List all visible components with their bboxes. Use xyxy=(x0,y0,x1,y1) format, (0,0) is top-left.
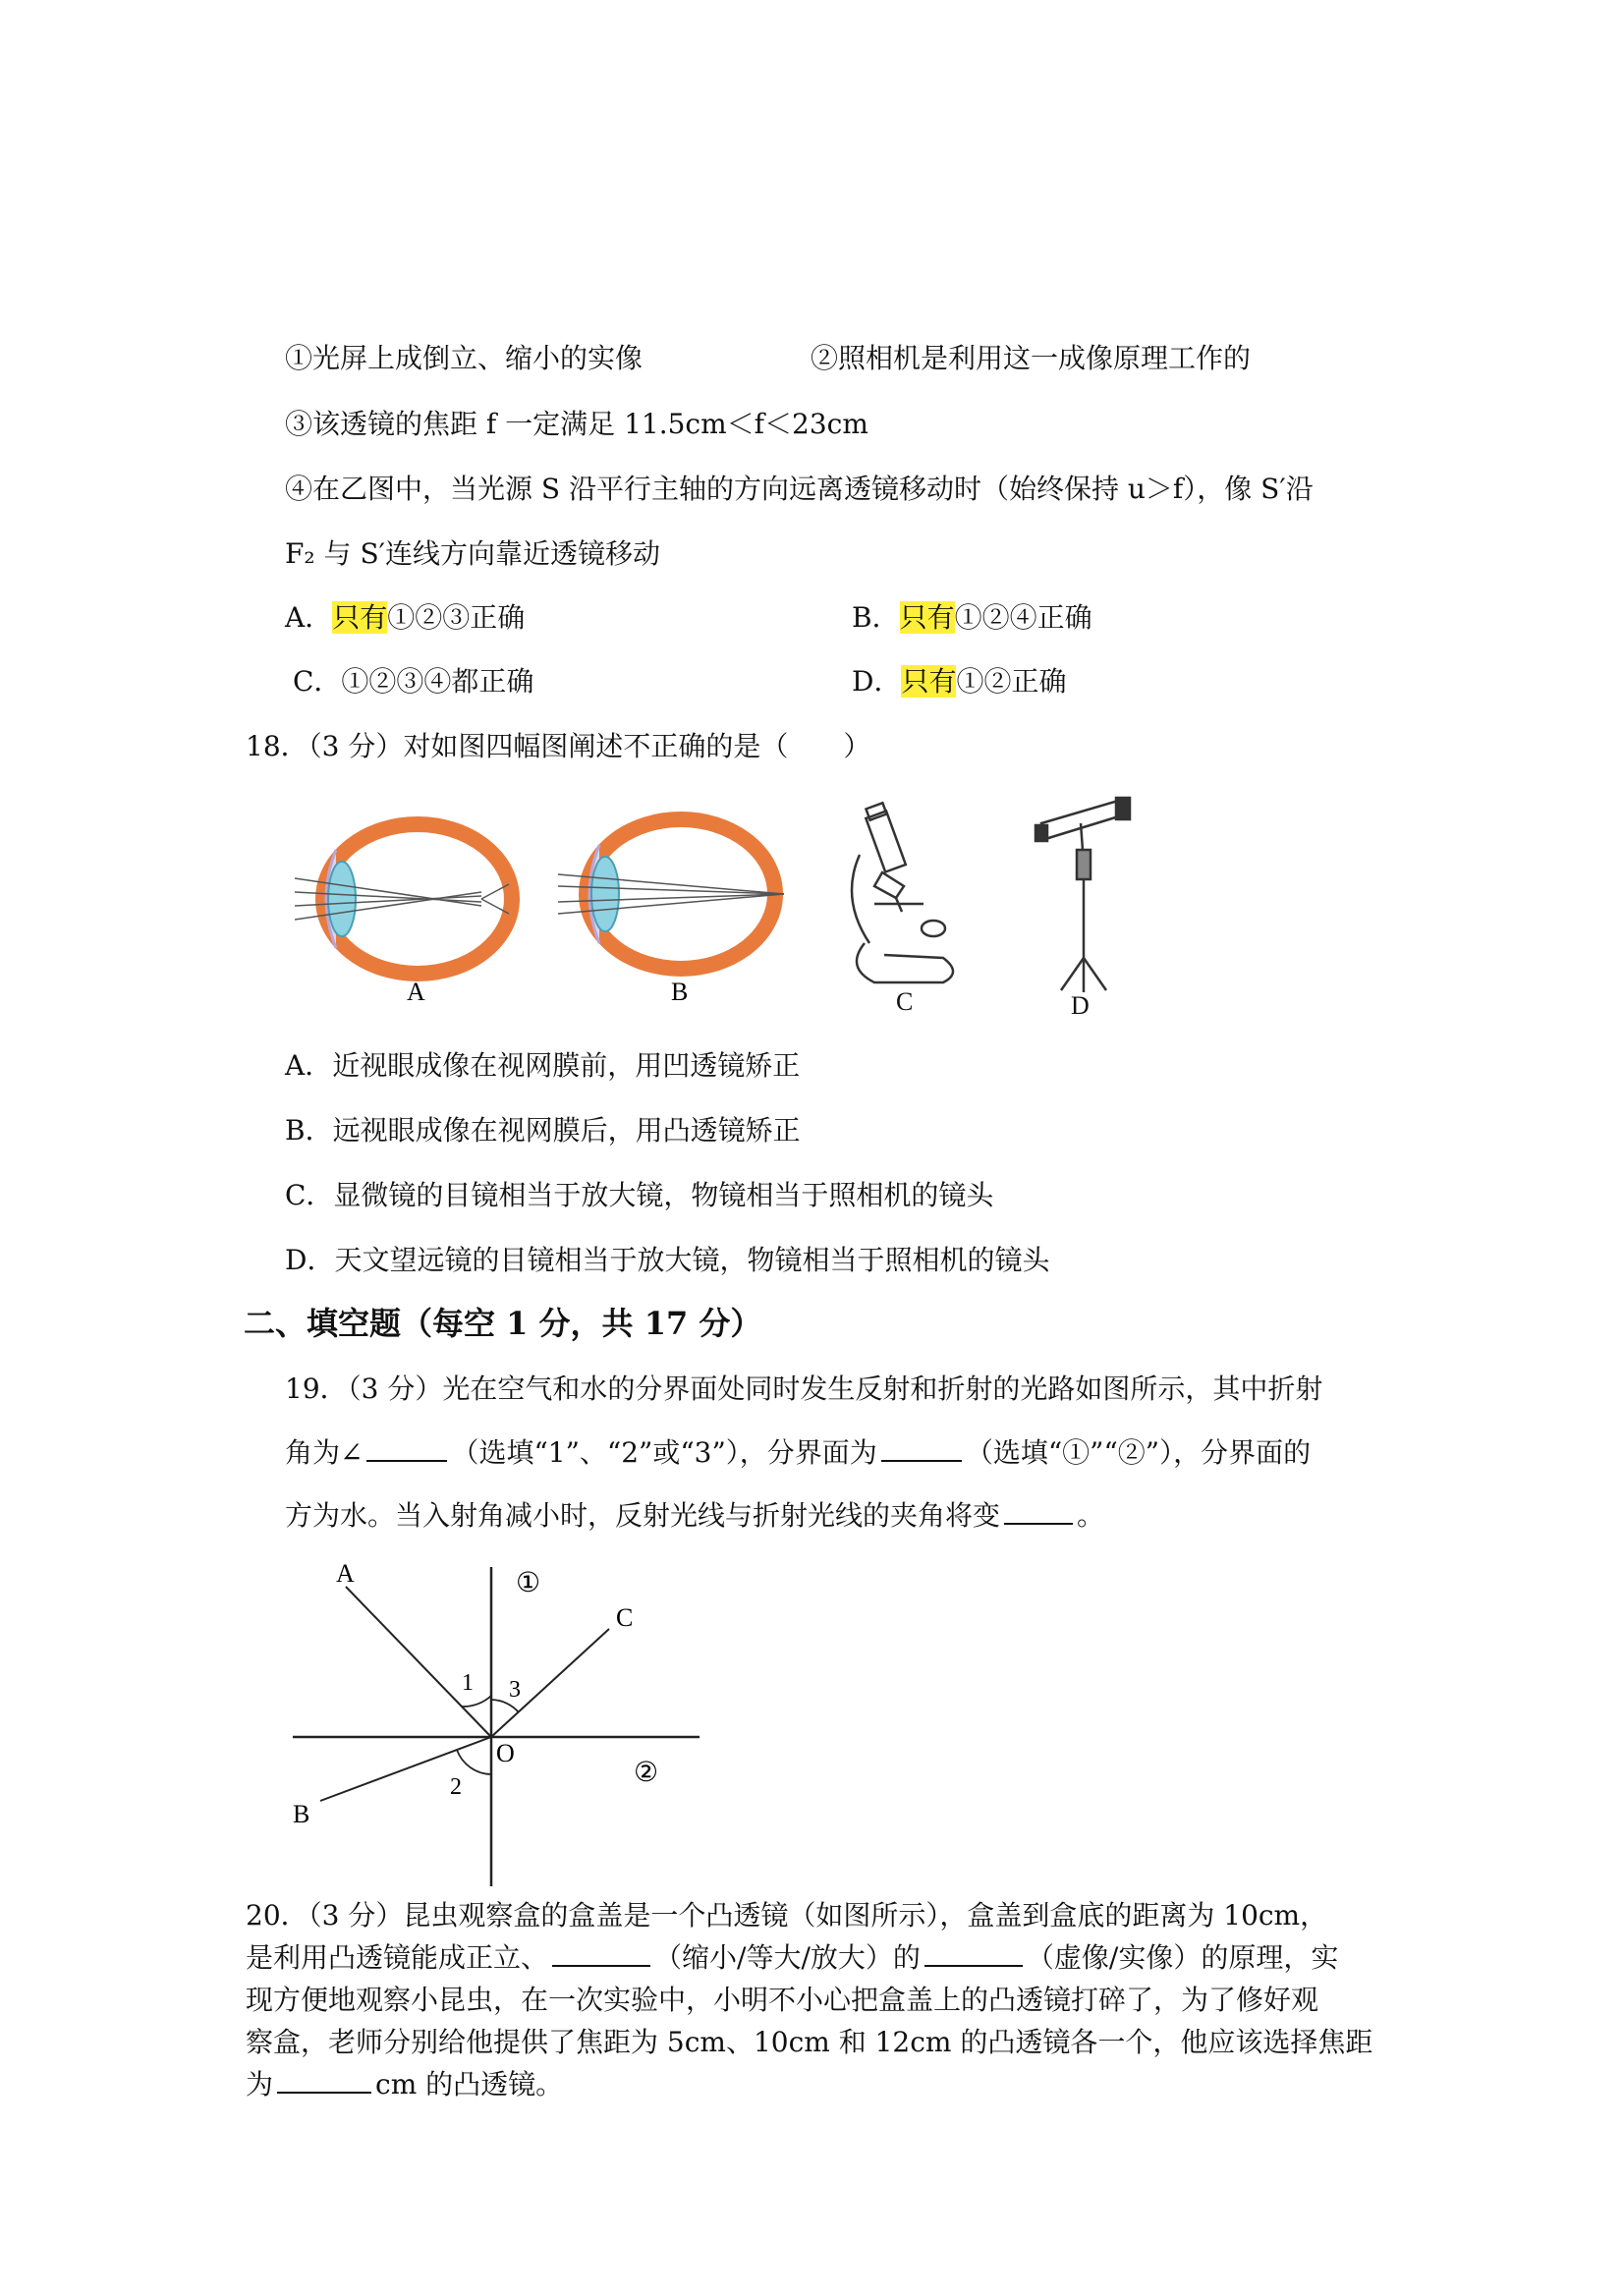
q17-option-d xyxy=(852,662,1066,701)
q20-blank-image-type[interactable] xyxy=(924,1939,1023,1967)
q17-statement-1: ①光屏上成倒立、缩小的实像 xyxy=(285,342,644,374)
q20-line-5-a: 为 xyxy=(246,2068,274,2100)
microscope-label: C xyxy=(896,987,914,1016)
angle-3-label: 3 xyxy=(509,1677,521,1703)
q20-line-4: 察盒，老师分别给他提供了焦距为 5cm、10cm 和 12cm 的凸透镜各一个，他应该选择焦距 xyxy=(246,2026,1373,2058)
q17-option-b-prefix: B． xyxy=(852,601,900,634)
telescope-figure xyxy=(1035,798,1130,1020)
q20-line-2-c: （虚像/实像）的原理，实 xyxy=(1026,1941,1339,1974)
q17-statement-4-line2: F₂ 与 S′连线方向靠近透镜移动 xyxy=(285,537,660,570)
q17-statement-3: ③该透镜的焦距 f 一定满足 11.5cm＜f＜23cm xyxy=(285,408,868,440)
q17-option-b-rest: ①②④正确 xyxy=(954,601,1092,634)
q19-blank-angle[interactable] xyxy=(366,1434,447,1462)
q20-line-2-b: （缩小/等大/放大）的 xyxy=(654,1941,921,1974)
q18-option-a: A．近视眼成像在视网膜前，用凹透镜矫正 xyxy=(285,1049,801,1082)
region-1-label: ① xyxy=(516,1568,541,1598)
eye-b-label: B xyxy=(671,978,689,1006)
q18-option-d: D．天文望远镜的目镜相当于放大镜，物镜相当于照相机的镜头 xyxy=(285,1244,1050,1276)
q17-option-a-prefix: A． xyxy=(285,601,333,634)
q19-blank-angle-change[interactable] xyxy=(1004,1497,1073,1525)
ray-a-label: A xyxy=(336,1559,355,1588)
eye-a-figure xyxy=(295,824,512,1006)
q20-line-3: 现方便地观察小昆虫，在一次实验中，小明不小心把盒盖上的凸透镜打碎了，为了修好观 xyxy=(246,1984,1319,2016)
q20-line-5 xyxy=(246,2065,563,2104)
ray-c-label: C xyxy=(616,1603,634,1632)
q17-statement-4-line1: ④在乙图中，当光源 S 沿平行主轴的方向远离透镜移动时（始终保持 u＞f），像 S′沿 xyxy=(285,473,1314,505)
eye-a-label: A xyxy=(407,978,425,1006)
q17-option-d-prefix: D． xyxy=(852,665,902,698)
q19-line-3-b: 。 xyxy=(1077,1499,1105,1532)
q17-option-b-highlight: 只有 xyxy=(899,601,955,634)
q17-option-a-highlight: 只有 xyxy=(332,601,388,634)
region-2-label: ② xyxy=(634,1758,659,1788)
q19-line-3 xyxy=(285,1496,1104,1536)
q18-figure xyxy=(295,796,1218,1022)
q20-line-2-a: 是利用凸透镜能成正立、 xyxy=(246,1941,549,1974)
q20-blank-focal-length[interactable] xyxy=(277,2066,371,2094)
q19-optics-figure xyxy=(285,1552,717,1891)
q18-option-b: B．远视眼成像在视网膜后，用凸透镜矫正 xyxy=(285,1114,801,1147)
angle-1-label: 1 xyxy=(462,1670,474,1696)
q19-blank-interface[interactable] xyxy=(881,1434,962,1462)
microscope-figure xyxy=(852,803,953,1016)
q18-stem: 18．（3 分）对如图四幅图阐述不正确的是（ ） xyxy=(246,730,871,762)
section-2-title: 二、填空题（每空 1 分，共 17 分） xyxy=(244,1305,762,1342)
q19-line-2-b: （选填“1”、“2”或“3”），分界面为 xyxy=(451,1436,877,1469)
q19-line-2-c: （选填“①”“②”），分界面的 xyxy=(965,1436,1312,1469)
q19-line-2-a: 角为∠ xyxy=(285,1436,364,1469)
q17-statement-2: ②照相机是利用这一成像原理工作的 xyxy=(811,342,1252,374)
eye-b-figure xyxy=(558,819,784,1006)
point-o-label: O xyxy=(496,1739,515,1767)
telescope-label: D xyxy=(1071,991,1090,1020)
q17-option-c: C．①②③④都正确 xyxy=(293,665,534,698)
q18-option-c: C．显微镜的目镜相当于放大镜，物镜相当于照相机的镜头 xyxy=(285,1179,994,1211)
q17-option-a-rest: ①②③正确 xyxy=(387,601,526,634)
q17-option-d-rest: ①②正确 xyxy=(956,665,1067,698)
ray-b-label: B xyxy=(293,1800,310,1828)
q20-line-2 xyxy=(246,1938,1338,1978)
q17-option-b xyxy=(852,598,1092,638)
q20-blank-size[interactable] xyxy=(552,1939,650,1967)
q20-line-1: 20．（3 分）昆虫观察盒的盒盖是一个凸透镜（如图所示），盒盖到盒底的距离为 10cm， xyxy=(246,1899,1328,1932)
q17-option-a xyxy=(285,598,525,638)
q19-line-3-a: 方为水。当入射角减小时，反射光线与折射光线的夹角将变 xyxy=(285,1499,1001,1532)
q19-line-2 xyxy=(285,1433,1311,1473)
q17-option-d-highlight: 只有 xyxy=(901,665,957,698)
q19-line-1: 19．（3 分）光在空气和水的分界面处同时发生反射和折射的光路如图所示，其中折射 xyxy=(285,1372,1323,1405)
q20-line-5-b: cm 的凸透镜。 xyxy=(375,2068,564,2100)
angle-2-label: 2 xyxy=(450,1774,462,1800)
